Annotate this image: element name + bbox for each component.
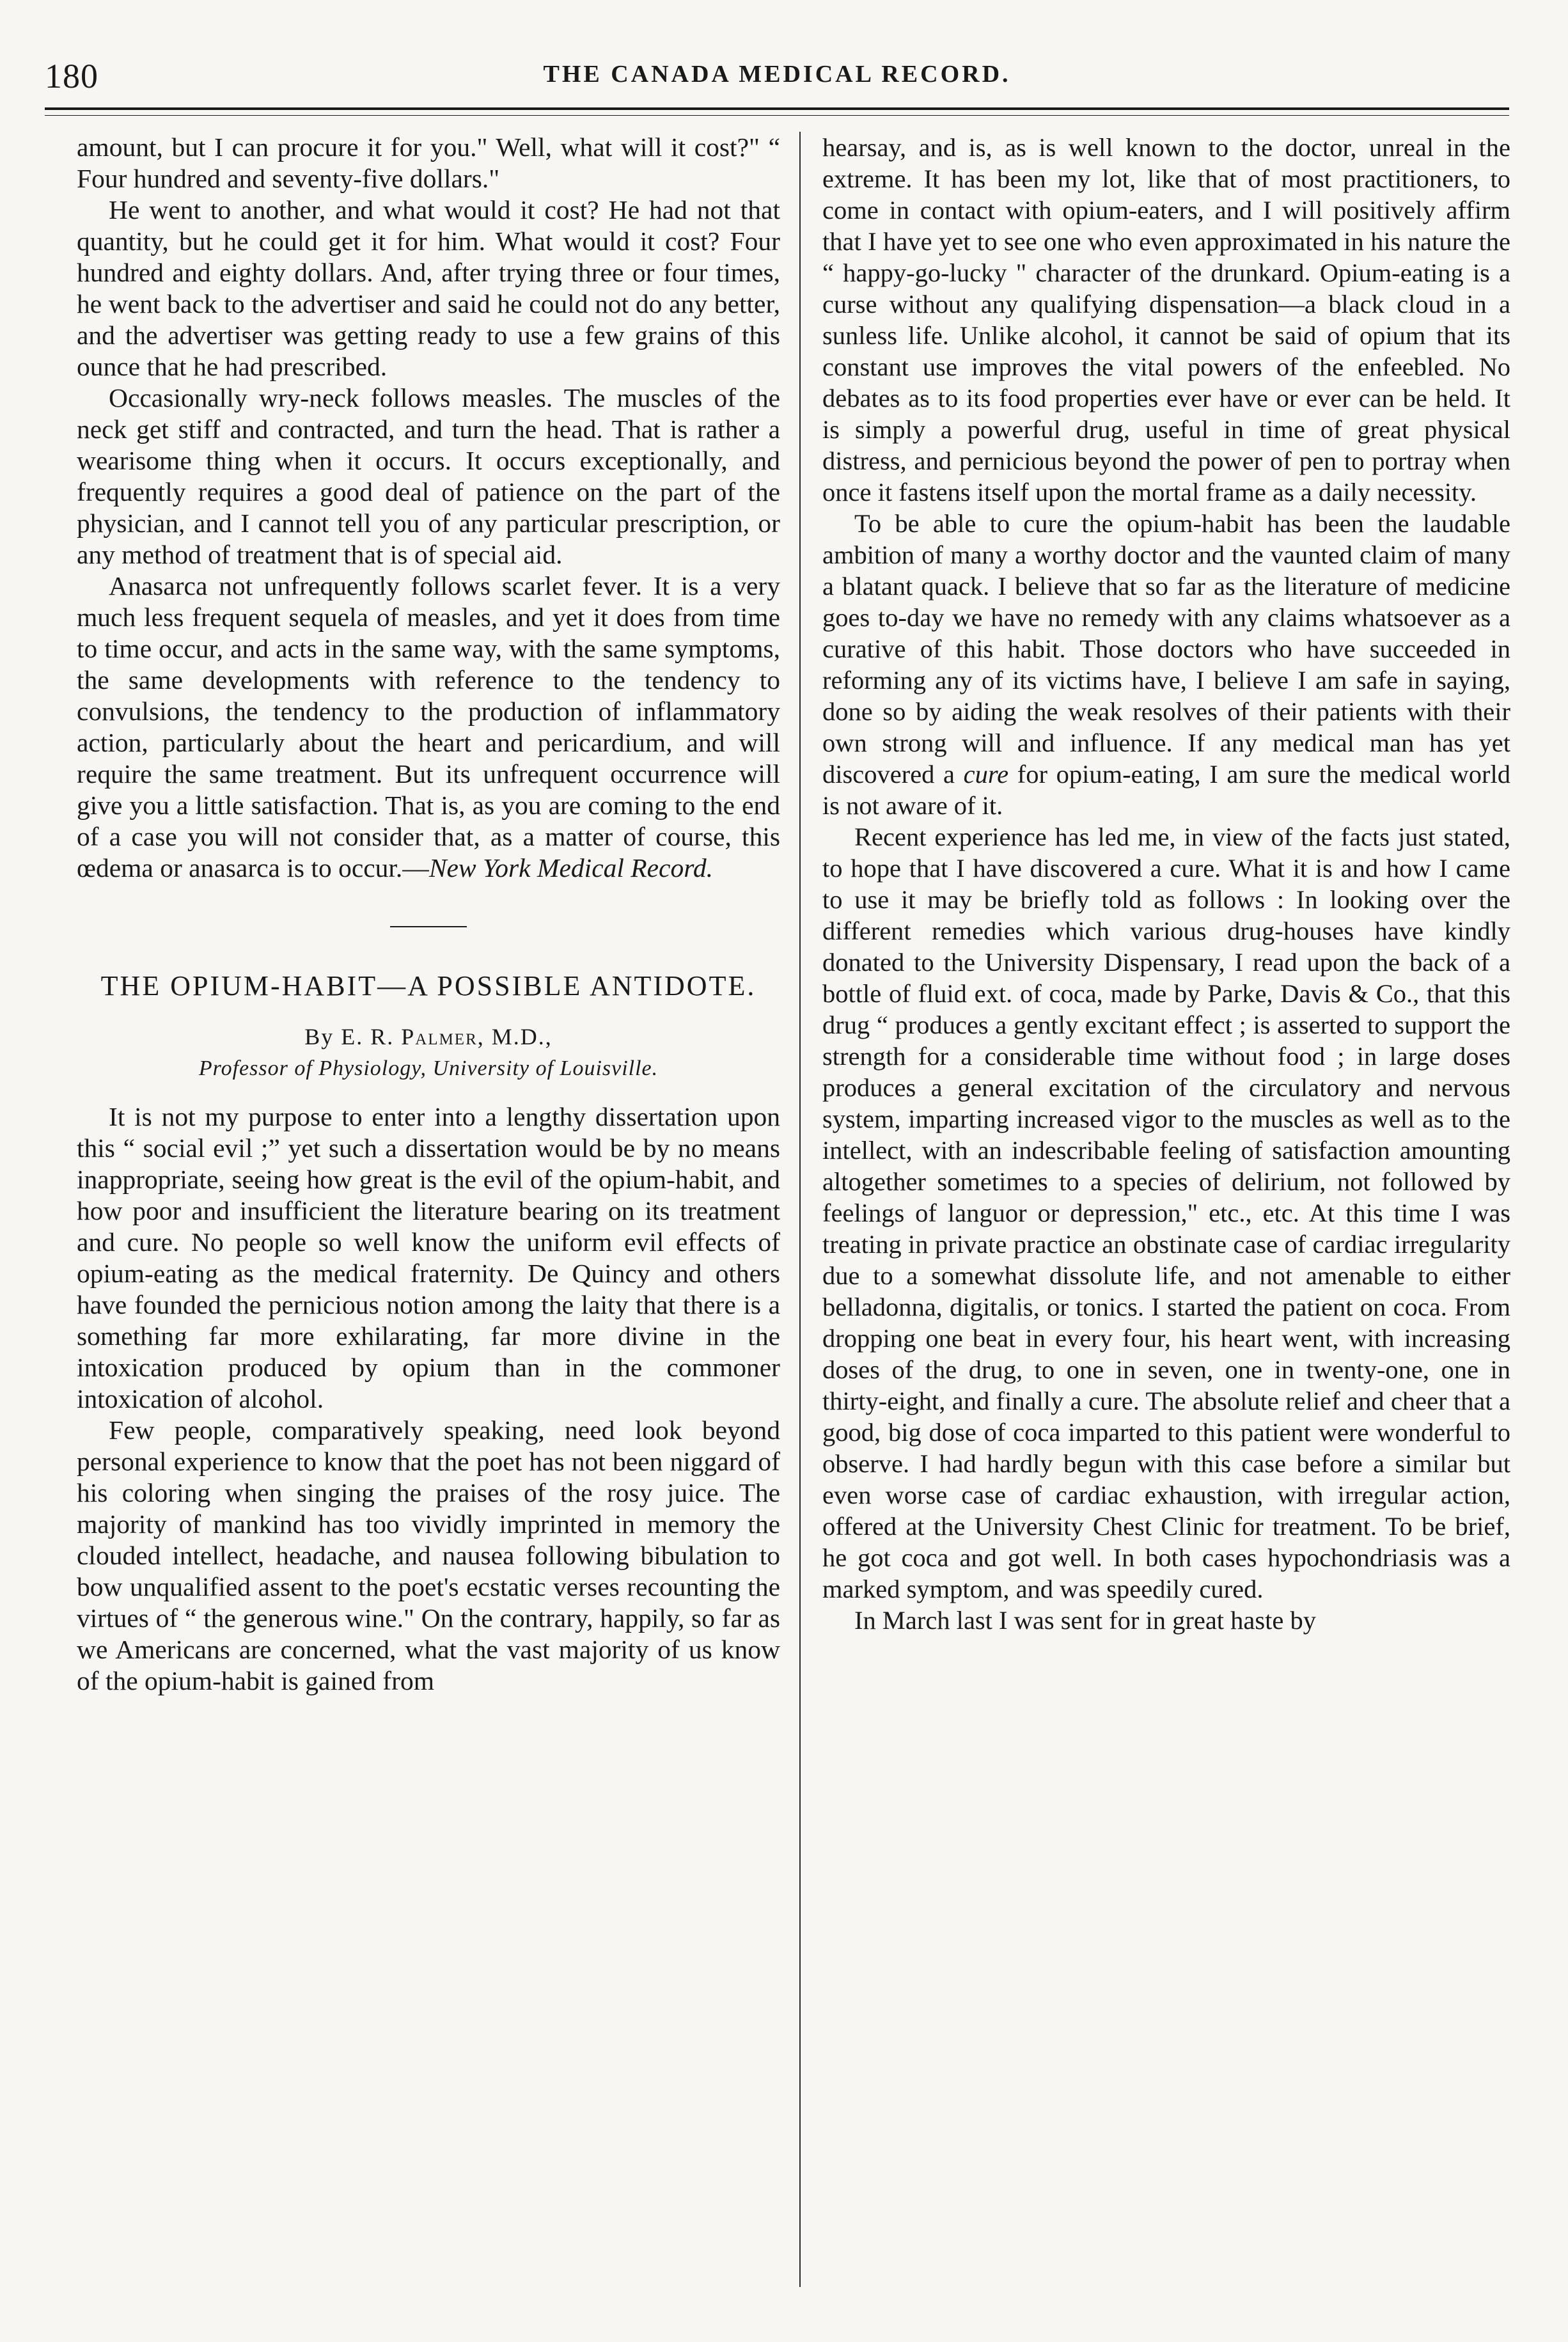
header-rule-thin	[45, 115, 1509, 116]
byline-prefix: By	[304, 1024, 334, 1049]
paragraph: hearsay, and is, as is well known to the doctor, unreal in the extreme. It has been my lot, like that of most practitioners, to come in contact with opium-eaters, and I will positively affirm that I have yet to see one who even approximated in his nature the “ happy-go-lucky " character of the drunkard. Opium-eating is a curse without any qualifying dispensation—a black cloud in a sunless life. Unlike alcohol, it cannot be said of opium that its constant use improves the vital powers of the enfeebled. No debates as to its food properties ever have or ever can be held. It is simply a powerful drug, useful in time of great physical distress, and pernicious beyond the power of pen to portray when once it fastens itself upon the mortal frame as a daily necessity.	[822, 133, 1510, 507]
paragraph: amount, but I can procure it for you." Well, what will it cost?" “ Four hundred and seventy-five dollars."	[77, 132, 780, 193]
header-rule	[45, 107, 1509, 110]
paragraph: In March last I was sent for in great haste by	[854, 1606, 1317, 1635]
paragraph: He went to another, and what would it cost? He had not that quantity, but he could get it for him. What would it cost? Four hundred and eighty dollars. And, after trying three or four times, he went back to the advertiser and said he could not do any better, and the advertiser was getting ready to use a few grains of this ounce that he had prescribed.	[77, 195, 780, 381]
left-column	[77, 132, 780, 1697]
paragraph: Occasionally wry-neck follows measles. The muscles of the neck get stiff and contracted, and turn the head. That is rather a wearisome thing when it occurs. It occurs exceptionally, and frequently requires a good deal of patience on the part of the physician, and I cannot tell you of any particular prescription, or any method of treatment that is of special aid.	[77, 383, 780, 569]
running-head: THE CANADA MEDICAL RECORD.	[543, 61, 1011, 88]
section-divider	[390, 926, 467, 927]
source-attribution: New York Medical Record.	[428, 853, 713, 883]
paragraph-anasarca	[77, 570, 780, 884]
paragraph: Recent experience has led me, in view of the facts just stated, to hope that I have discovered a cure. What it is and how I came to use it may be briefly told as follows : In looking over the different remedies which various drug-houses have kindly donated to the University Dispensary, I read upon the back of a bottle of fluid ext. of coca, made by Parke, Davis & Co., that this drug “ produces a gently excitant effect ; is asserted to support the strength for a considerable time without food ; in large doses produces a general excitation of the circulatory and nervous system, imparting increased vigor to the muscles as well as to the intellect, with an indescribable feeling of satisfaction amounting altogether sometimes to a species of delirium, not followed by feelings of languor or depression," etc., etc. At this time I was treating in private practice an obstinate case of cardiac irregularity due to a somewhat dissolute life, and not amenable to either belladonna, digitalis, or tonics. I started the patient on coca. From dropping one beat in every four, his heart went, with increasing doses of the drug, to one in seven, one in twenty-one, one in thirty-eight, and finally a cure. The absolute relief and cheer that a good, big dose of coca imparted to this patient were wonderful to observe. I had hardly begun with this case before a similar but even worse case of cardiac exhaustion, with irregular action, offered at the University Chest Clinic for treatment. To be brief, he got coca and got well. In both cases hypochondriasis was a marked symptom, and was speedily cured.	[822, 822, 1510, 1603]
paragraph: Few people, comparatively speaking, need look beyond personal experience to know that the poet has not been niggard of his coloring when singing the praises of the rosy juice. The majority of mankind has too vividly imprinted in memory the clouded intellect, headache, and nausea following bibulation to bow unqualified assent to the poet's ecstatic verses recounting the virtues of “ the generous wine." On the contrary, happily, so far as we Americans are concerned, what the vast majority of us know of the opium-habit is gained from	[77, 1415, 780, 1695]
paragraph-cure-claim	[822, 508, 1510, 821]
column-divider	[799, 132, 801, 2287]
paragraph-text-tail: for opium-eating, I am sure the medical world is not aware of it.	[822, 760, 1510, 820]
article-title: THE OPIUM-HABIT—A POSSIBLE ANTIDOTE.	[100, 970, 757, 1002]
paragraph: It is not my purpose to enter into a lengthy dissertation upon this “ social evil ;” yet such a dissertation would be by no means inappropriate, seeing how great is the evil of the opium-habit, and how poor and insufficient the literature bearing on its treatment and cure. No people so well know the uniform evil effects of opium-eating as the medical fraternity. De Quincy and others have founded the pernicious notion among the laity that there is a something far more exhilarating, far more divine in the intoxication produced by opium than in the commoner intoxication of alcohol.	[77, 1102, 780, 1413]
cure-emphasis: cure	[963, 760, 1009, 789]
paragraph-text: Anasarca not unfrequently follows scarlet fever. It is a very much less frequent sequela of measles, and yet it does from time to time occur, and acts in the same way, with the same symptoms, the same developments with reference to the tendency to convulsions, the tendency to the production of inflammatory action, particularly about the heart and pericardium, and will require the same treatment. But its unfrequent occurrence will give you a little satisfaction. That is, as you are coming to the end of a case you will not consider that, as a matter of course, this œdema or anasarca is to occur.—	[77, 571, 780, 883]
right-column	[822, 132, 1510, 1636]
page-number: 180	[45, 57, 98, 95]
author-affiliation: Professor of Physiology, University of Louisville.	[198, 1057, 659, 1080]
byline	[77, 1021, 780, 1053]
author-name: E. R. Palmer, M.D.,	[341, 1024, 553, 1049]
paragraph-text: To be able to cure the opium-habit has been the laudable ambition of many a worthy doctor and the vaunted claim of many a blatant quack. I believe that so far as the literature of medicine goes to-day we have no remedy with any claims whatsoever as a curative of this habit. Those doctors who have succeeded in reforming any of its victims have, I believe I am safe in saying, done so by aiding the weak resolves of their patients with their own strong will and influence. If any medical man has yet discovered a	[822, 509, 1510, 789]
page-header	[45, 56, 1509, 101]
